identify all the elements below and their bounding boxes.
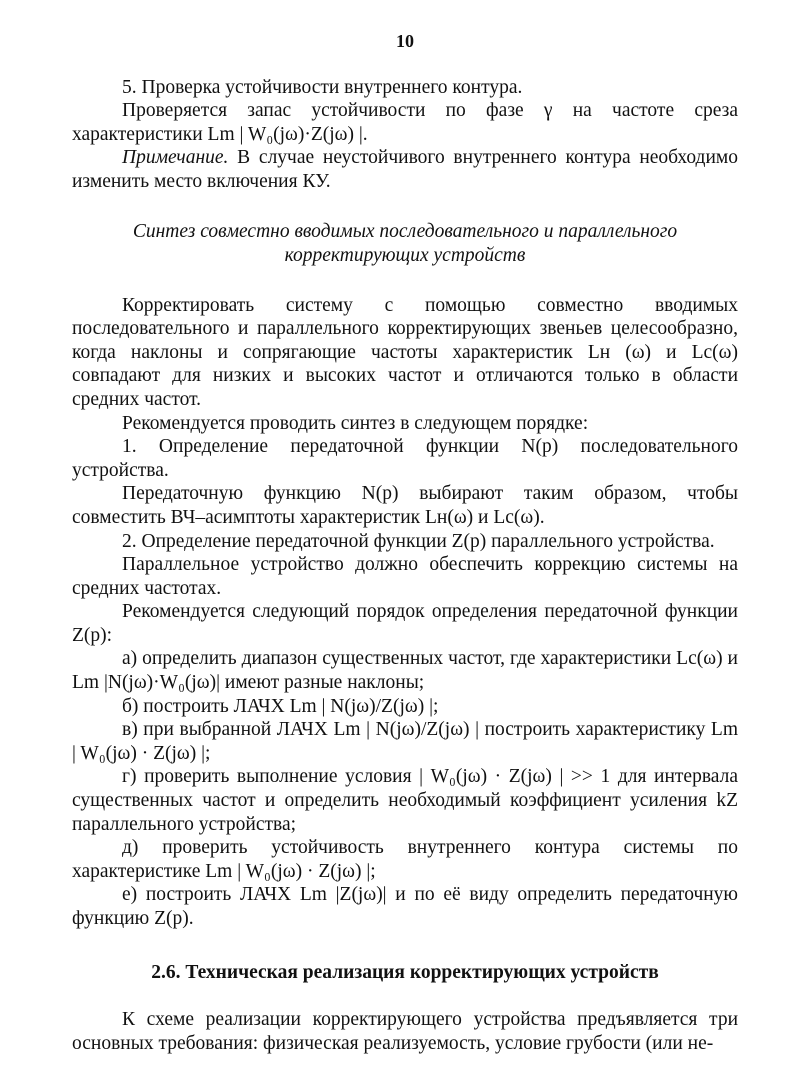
note-paragraph [72,146,738,193]
section5-title: 5. Проверка устойчивости внутреннего контура. [122,76,523,98]
paragraph-order: Рекомендуется проводить синтез в следующем порядке: [122,412,589,434]
section5-text: Проверяется запас устойчивости по фазе γ на частоте среза характеристики Lm | W₀(jω)·Z(jω) |. [72,100,738,145]
step-item-e: д) проверить устойчивость внутреннего контура системы по характеристике Lm | W₀(jω) · Z(jω) |; [72,837,738,882]
step-item-b: б) построить ЛАЧХ Lm | N(jω)/Z(jω) |; [122,695,439,717]
paragraph-procedure: Рекомендуется следующий порядок определения передаточной функции Z(p): [72,601,738,646]
note-label: Примечание. [122,147,229,169]
paragraph-step1-detail: Передаточную функцию N(p) выбирают таким образом, чтобы совместить ВЧ–асимптоты характеристик Lн(ω) и Lс(ω). [72,483,738,528]
note-text: В случае неустойчивого внутреннего контура необходимо изменить место включения КУ. [72,147,738,192]
step-item-f: е) построить ЛАЧХ Lm |Z(jω)| и по её виду определить передаточную функцию Z(p). [72,884,738,929]
paragraph-step2: 2. Определение передаточной функции Z(p) параллельного устройства. [122,530,715,552]
step-item-d: г) проверить выполнение условия | W₀(jω) · Z(jω) | >> 1 для интервала существенных частот и определить необходимый коэффициент усиления kZ параллельного устройства; [72,766,738,835]
synthesis-heading: Синтез совместно вводимых последовательного и параллельного корректирующих устройств [132,220,678,266]
section26-heading: 2.6. Техническая реализация корректирующих устройств [151,961,659,983]
section26-text: К схеме реализации корректирующего устройства предъявляется три основных требования: физическая реализуемость, условие грубости (или не- [72,1009,738,1054]
paragraph-intro: Корректировать систему с помощью совместно вводимых последовательного и параллельного корректирующих звеньев целесообразно, когда наклоны и сопрягающие частоты характеристик Lн (ω) и Lс(ω) совпадают для низких и высоких частот и отличаются только в области средних частот. [72,294,738,410]
paragraph-step1: 1. Определение передаточной функции N(p) последовательного устройства. [72,436,738,481]
paragraph-step2-detail: Параллельное устройство должно обеспечить коррекцию системы на средних частотах. [72,554,738,599]
step-item-a: а) определить диапазон существенных частот, где характеристики Lс(ω) и Lm |N(jω)·W₀(jω)| имеют разные наклоны; [72,648,738,694]
page-number: 10 [396,31,414,51]
step-item-c: в) при выбранной ЛАЧХ Lm | N(jω)/Z(jω) | построить характеристику Lm | W₀(jω) · Z(jω) |; [72,719,738,764]
